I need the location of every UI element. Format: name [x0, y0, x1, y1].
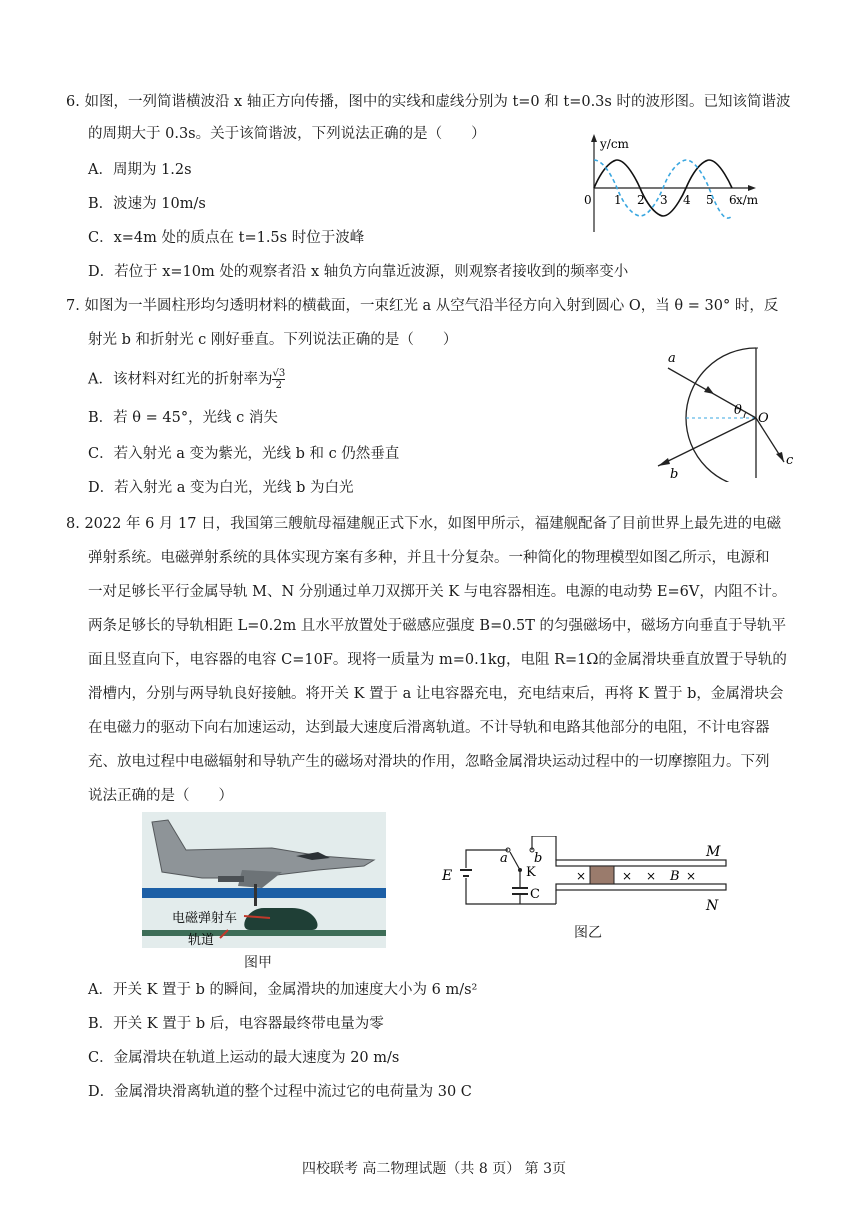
q7-option-c: C．若入射光 a 变为紫光，光线 b 和 c 仍然垂直 [88, 446, 400, 462]
q6-option-c: C．x=4m 处的质点在 t=1.5s 时位于波峰 [88, 230, 365, 246]
q7-label-theta: θ [734, 403, 742, 418]
svg-text:×: × [646, 869, 657, 883]
svg-text:×: × [686, 869, 697, 883]
q8-fig1-caption: 图甲 [244, 955, 272, 971]
q6-tick-5: 5 [706, 193, 714, 207]
q7-semicircle-figure [648, 340, 808, 482]
q8-stem-line3: 一对足够长平行金属导轨 M、N 分别通过单刀双掷开关 K 与电容器相连。电源的电动势 E=6V，内阻不计。 [88, 584, 787, 600]
page-footer: 四校联考 高二物理试题（共 8 页） 第 3页 [301, 1161, 567, 1177]
q8-stem-line1: 8. 2022 年 6 月 17 日，我国第三艘航母福建舰正式下水，如图甲所示，福建舰配备了目前世界上最先进的电磁 [66, 516, 782, 532]
q7-option-b: B．若 θ = 45°，光线 c 消失 [88, 410, 278, 426]
q6-dashed-wave [594, 160, 732, 218]
q8-fig2-N: N [706, 898, 719, 914]
q7-stem-line2: 射光 b 和折射光 c 刚好垂直。下列说法正确的是（ ） [88, 332, 458, 348]
q8-fig2-E: E [442, 868, 453, 884]
q8-stem-line7: 在电磁力的驱动下向右加速运动，达到最大速度后滑离轨道。不计导轨和电路其他部分的电阻，不计电容器 [88, 720, 770, 736]
q6-stem-line1: 6. 如图，一列简谐横波沿 x 轴正方向传播，图中的实线和虚线分别为 t=0 和 t=0.3s 时的波形图。已知该简谐波 [66, 94, 791, 110]
q7-stem-line1: 7. 如图为一半圆柱形均匀透明材料的横截面，一束红光 a 从空气沿半径方向入射到圆心 O，当 θ = 30° 时，反 [66, 298, 779, 314]
q8-option-a: A．开关 K 置于 b 的瞬间，金属滑块的加速度大小为 6 m/s² [88, 982, 478, 998]
q6-ylabel: y/cm [600, 137, 629, 151]
q8-stem-line9: 说法正确的是（ ） [88, 788, 233, 804]
q8-option-c: C．金属滑块在轨道上运动的最大速度为 20 m/s [88, 1050, 400, 1066]
svg-text:×: × [622, 869, 633, 883]
svg-text:×: × [576, 869, 587, 883]
q8-fighter-jet-figure [142, 812, 386, 948]
q7-label-b: b [670, 467, 679, 482]
q8-option-b: B．开关 K 置于 b 后，电容器最终带电量为零 [88, 1016, 384, 1032]
q7-label-o: O [758, 411, 769, 426]
q6-origin: 0 [584, 193, 592, 207]
q7-label-a: a [668, 351, 676, 366]
q6-option-d: D．若位于 x=10m 处的观察者沿 x 轴负方向靠近波源，则观察者接收到的频率变小 [88, 264, 629, 280]
q8-fig1-label-track: 轨道 [188, 933, 215, 948]
q6-option-a: A．周期为 1.2s [88, 162, 192, 178]
q8-fig2-B: B [670, 869, 680, 884]
q7-label-c: c [786, 453, 794, 468]
q8-circuit-figure [436, 836, 736, 924]
q8-stem-line5: 面且竖直向下，电容器的电容 C=10F。现将一质量为 m=0.1kg，电阻 R=1Ω的金属滑块垂直放置于导轨的 [88, 652, 787, 668]
q7-frac-den: 2 [275, 380, 283, 391]
q7-frac-num: √3 [272, 368, 286, 379]
q8-fig2-M: M [706, 844, 721, 860]
q7-option-d: D．若入射光 a 变为白光，光线 b 为白光 [88, 480, 354, 496]
q7-option-a-text: A．该材料对红光的折射率为 [88, 371, 273, 388]
q6-tick-6: 6 [729, 193, 737, 207]
q6-stem-line2: 的周期大于 0.3s。关于该简谐波，下列说法正确的是（ ） [88, 126, 486, 142]
q6-tick-3: 3 [660, 193, 668, 207]
q8-option-d: D．金属滑块滑离轨道的整个过程中流过它的电荷量为 30 C [88, 1084, 472, 1100]
q6-tick-1: 1 [614, 193, 622, 207]
q8-fig2-caption: 图乙 [574, 925, 602, 941]
q8-fig2-C: C [530, 887, 540, 902]
q8-stem-line8: 充、放电过程中电磁辐射和导轨产生的磁场对滑块的作用，忽略金属滑块运动过程中的一切摩擦阻力。下列 [88, 754, 770, 770]
q8-stem-line2: 弹射系统。电磁弹射系统的具体实现方案有多种，并且十分复杂。一种简化的物理模型如图乙所示，电源和 [88, 550, 770, 566]
q6-wave-graph [576, 132, 776, 240]
q8-fig1-label-car: 电磁弹射车 [172, 911, 238, 926]
q8-fig2-K: K [526, 865, 536, 880]
q8-fig2-a: a [500, 851, 508, 866]
q6-xlabel: x/m [736, 193, 759, 207]
q8-stem-line4: 两条足够长的导轨相距 L=0.2m 且水平放置处于磁感应强度 B=0.5T 的匀强磁场中，磁场方向垂直于导轨平 [88, 618, 787, 634]
q7-option-a [88, 368, 285, 391]
q6-tick-2: 2 [637, 193, 645, 207]
q8-stem-line6: 滑槽内，分别与两导轨良好接触。将开关 K 置于 a 让电容器充电，充电结束后，再将 K 置于 b，金属滑块会 [88, 686, 784, 702]
q8-fig2-b: b [534, 851, 543, 866]
q7-option-a-fraction [272, 368, 285, 391]
q6-option-b: B．波速为 10m/s [88, 196, 206, 212]
q6-tick-4: 4 [683, 193, 691, 207]
